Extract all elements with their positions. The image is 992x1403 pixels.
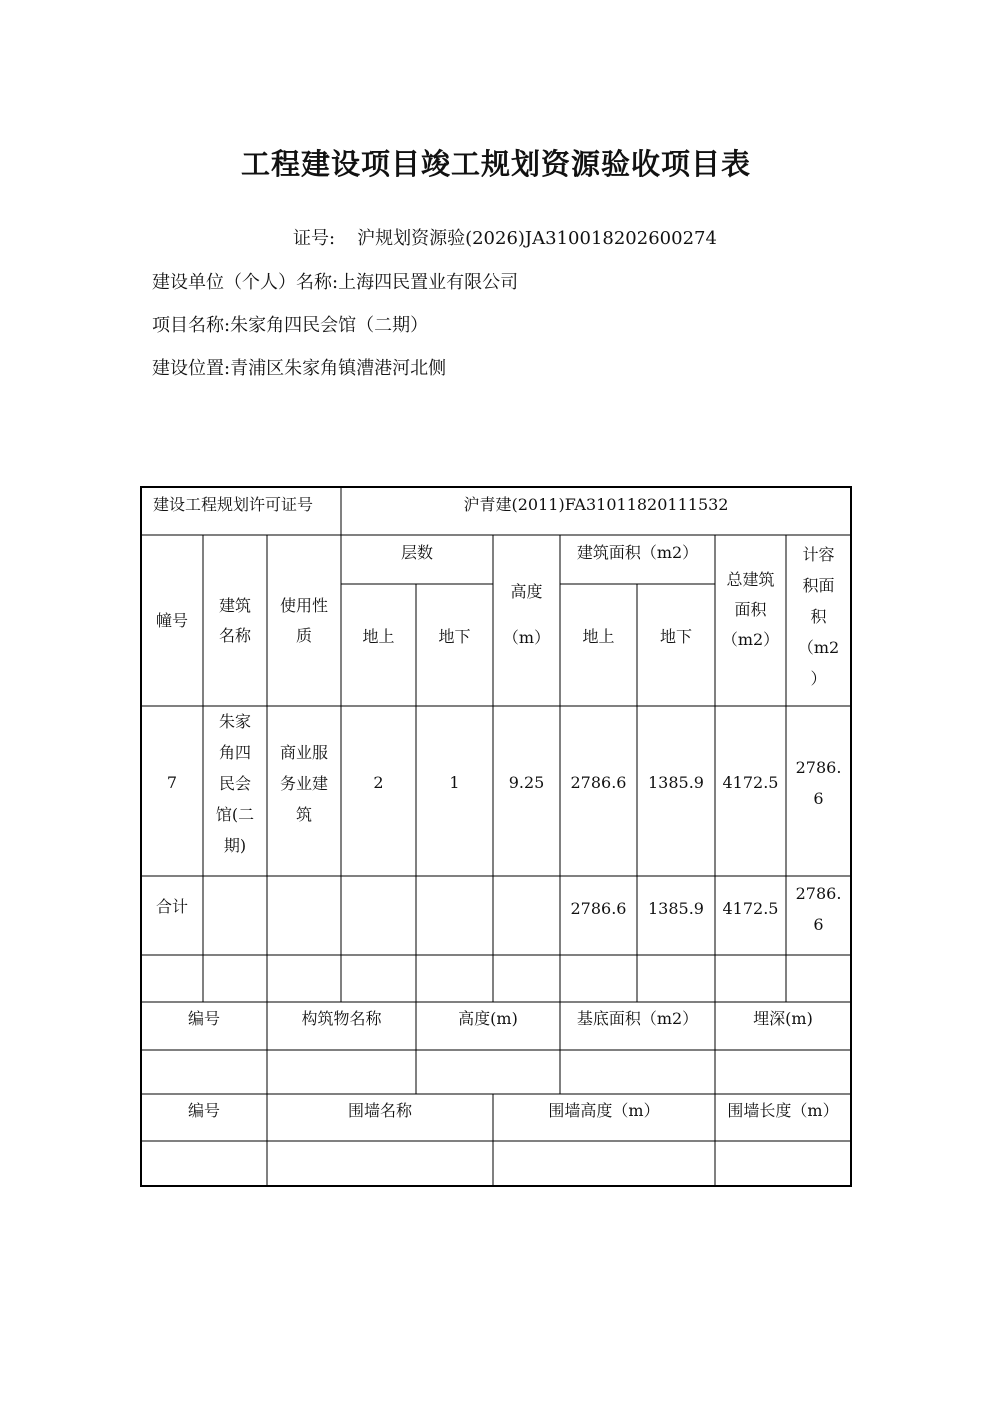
row-area-below: 1385.9 [648,773,704,792]
walls-name-header: 围墙名称 [347,1101,412,1120]
walls-height-header: 围墙高度（m） [548,1101,660,1120]
row-height: 9.25 [508,773,545,792]
row-floors-above: 2 [373,773,384,792]
header-floors: 层数 [400,543,433,562]
structures-base-area-header: 基底面积（m2） [576,1009,699,1028]
location-line [152,354,446,380]
cert-label: 证号: [293,228,336,249]
header-building-no: 幢号 [155,610,188,630]
permit-label: 建设工程规划许可证号 [153,495,314,514]
header-area-below: 地下 [659,627,692,646]
row-building-no: 7 [166,773,178,792]
total-area-above: 2786.6 [570,899,627,918]
header-total-area: 总建筑 面积 （m2） [721,570,780,649]
walls-no-header: 编号 [187,1101,220,1120]
row-floors-below: 1 [449,773,460,792]
structures-no-header: 编号 [187,1009,220,1028]
location-value: 青浦区朱家角镇漕港河北侧 [230,358,447,379]
cert-value: 沪规划资源验(2026)JA310018202600274 [357,228,717,249]
structures-name-header: 构筑物名称 [301,1009,382,1028]
header-floors-above: 地上 [362,627,395,646]
total-far-area: 2786. 6 [795,884,842,934]
header-area-above: 地上 [582,627,615,646]
certificate-line [293,224,717,250]
row-total-area: 4172.5 [722,773,779,792]
header-area: 建筑面积（m2） [576,543,699,562]
location-label: 建设位置: [152,358,231,379]
total-label: 合计 [155,897,188,916]
project-line [152,311,428,337]
project-label: 项目名称: [152,315,231,336]
structures-depth-header: 埋深(m) [753,1009,813,1028]
structures-height-header: 高度(m) [458,1009,518,1028]
header-far-area: 计容 积面 积 （m2 ） [797,545,840,688]
row-usage: 商业服 务业建 筑 [279,742,328,824]
walls-length-header: 围墙长度（m） [727,1101,839,1120]
row-area-above: 2786.6 [570,773,627,792]
page-title: 工程建设项目竣工规划资源验收项目表 [240,147,751,181]
header-building-name: 建筑 名称 [218,595,251,645]
unit-line [152,268,518,294]
unit-value: 上海四民置业有限公司 [338,272,519,293]
total-area-below: 1385.9 [648,899,704,918]
row-far-area: 2786. 6 [795,758,842,808]
header-usage: 使用性 质 [279,595,328,645]
total-total-area: 4172.5 [722,899,779,918]
header-floors-below: 地下 [438,627,471,646]
header-height: 高度 （m） [502,582,551,647]
unit-label: 建设单位（个人）名称: [152,272,339,293]
row-building-name: 朱家 角四 民会 馆(二 期) [215,711,255,855]
project-value: 朱家角四民会馆（二期） [230,315,429,336]
permit-value: 沪青建(2011)FA31011820111532 [463,495,729,514]
